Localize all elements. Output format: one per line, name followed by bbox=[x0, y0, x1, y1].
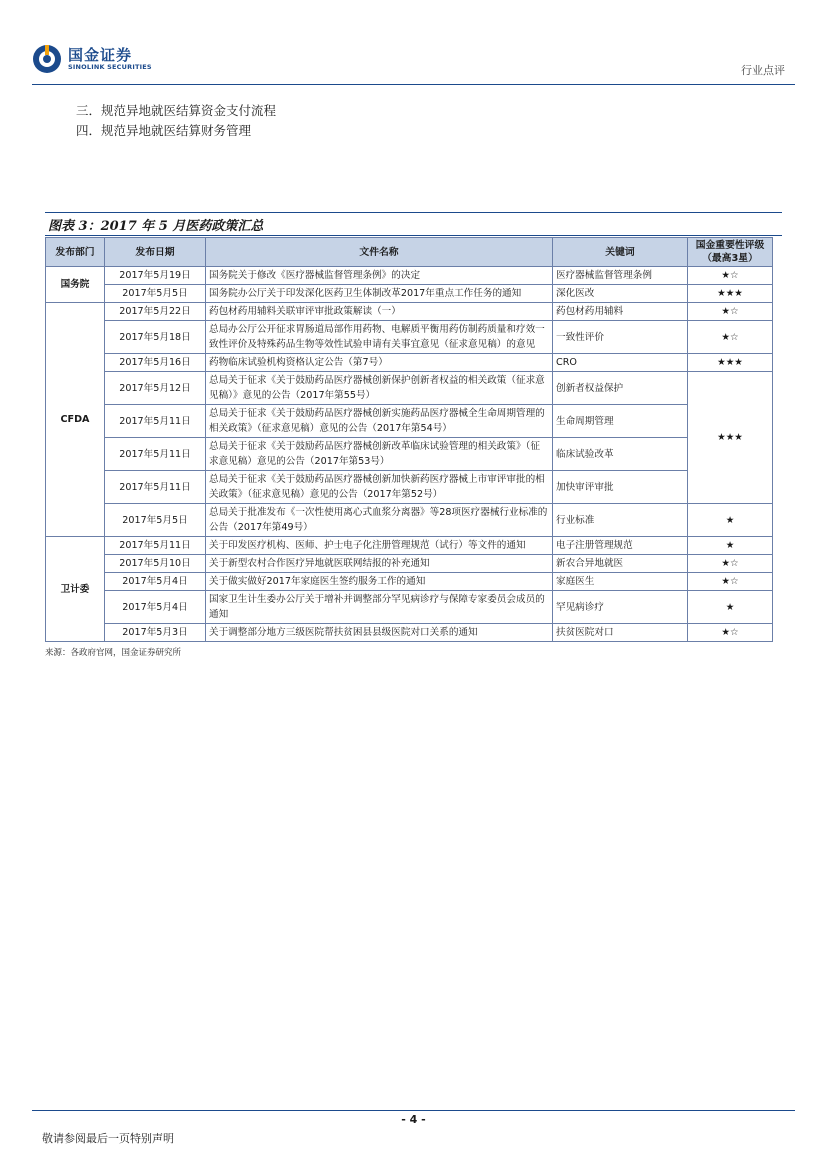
keyword-cell: 新农合异地就医 bbox=[553, 555, 688, 573]
table-row bbox=[46, 573, 773, 591]
rating-cell: ★★★ bbox=[688, 354, 773, 372]
col-header-dept: 发布部门 bbox=[46, 238, 105, 267]
date-cell: 2017年5月19日 bbox=[105, 267, 206, 285]
policy-table bbox=[45, 237, 773, 642]
table-row bbox=[46, 354, 773, 372]
table-row bbox=[46, 438, 773, 471]
dept-cell: 卫计委 bbox=[46, 537, 105, 642]
brand-name-en: SINOLINK SECURITIES bbox=[68, 62, 152, 71]
date-cell: 2017年5月11日 bbox=[105, 405, 206, 438]
keyword-cell: 罕见病诊疗 bbox=[553, 591, 688, 624]
rating-cell: ★☆ bbox=[688, 267, 773, 285]
rating-cell: ★★★ bbox=[688, 372, 773, 504]
title-cell: 国务院办公厅关于印发深化医药卫生体制改革2017年重点工作任务的通知 bbox=[206, 285, 553, 303]
table-row bbox=[46, 321, 773, 354]
rating-cell: ★★★ bbox=[688, 285, 773, 303]
title-cell: 关于调整部分地方三级医院帮扶贫困县县级医院对口关系的通知 bbox=[206, 624, 553, 642]
col-header-rating: 国金重要性评级（最高3星） bbox=[688, 238, 773, 267]
date-cell: 2017年5月4日 bbox=[105, 591, 206, 624]
toc-item: 四．规范异地就医结算财务管理 bbox=[76, 123, 252, 138]
keyword-cell: 药包材药用辅料 bbox=[553, 303, 688, 321]
table-header-row bbox=[46, 238, 773, 267]
title-cell: 总局办公厅公开征求胃肠道局部作用药物、电解质平衡用药仿制药质量和疗效一致性评价及特殊药品生物等效性试验申请有关事宜意见（征求意见稿）的意见 bbox=[206, 321, 553, 354]
figure-top-rule bbox=[45, 212, 782, 213]
toc-list bbox=[76, 101, 276, 141]
keyword-cell: 创新者权益保护 bbox=[553, 372, 688, 405]
rating-cell: ★ bbox=[688, 537, 773, 555]
keyword-cell: 临床试验改革 bbox=[553, 438, 688, 471]
keyword-cell: 家庭医生 bbox=[553, 573, 688, 591]
figure-title-rule bbox=[45, 235, 782, 236]
footer-divider bbox=[32, 1110, 795, 1111]
date-cell: 2017年5月12日 bbox=[105, 372, 206, 405]
title-cell: 国家卫生计生委办公厅关于增补并调整部分罕见病诊疗与保障专家委员会成员的通知 bbox=[206, 591, 553, 624]
rating-cell: ★☆ bbox=[688, 573, 773, 591]
table-row bbox=[46, 267, 773, 285]
title-cell: 关于印发医疗机构、医师、护士电子化注册管理规范（试行）等文件的通知 bbox=[206, 537, 553, 555]
keyword-cell: 深化医改 bbox=[553, 285, 688, 303]
date-cell: 2017年5月5日 bbox=[105, 504, 206, 537]
date-cell: 2017年5月4日 bbox=[105, 573, 206, 591]
keyword-cell: 生命周期管理 bbox=[553, 405, 688, 438]
figure-source: 来源：各政府官网，国金证券研究所 bbox=[45, 648, 182, 658]
rating-cell: ★☆ bbox=[688, 555, 773, 573]
title-cell: 总局关于征求《关于鼓励药品医疗器械创新实施药品医疗器械全生命周期管理的相关政策》（征求意见稿）意见的公告（2017年第54号） bbox=[206, 405, 553, 438]
rating-cell: ★ bbox=[688, 504, 773, 537]
table-row bbox=[46, 405, 773, 438]
table-row bbox=[46, 285, 773, 303]
dept-cell: 国务院 bbox=[46, 267, 105, 303]
title-cell: 总局关于批准发布《一次性使用离心式血浆分离器》等28项医疗器械行业标准的公告（2017年第49号） bbox=[206, 504, 553, 537]
keyword-cell: 加快审评审批 bbox=[553, 471, 688, 504]
col-header-date: 发布日期 bbox=[105, 238, 206, 267]
table-row bbox=[46, 537, 773, 555]
date-cell: 2017年5月18日 bbox=[105, 321, 206, 354]
date-cell: 2017年5月22日 bbox=[105, 303, 206, 321]
table-row bbox=[46, 303, 773, 321]
title-cell: 总局关于征求《关于鼓励药品医疗器械创新加快新药医疗器械上市审评审批的相关政策》（征求意见稿）意见的公告（2017年第52号） bbox=[206, 471, 553, 504]
title-cell: 关于新型农村合作医疗异地就医联网结报的补充通知 bbox=[206, 555, 553, 573]
table-row bbox=[46, 372, 773, 405]
date-cell: 2017年5月10日 bbox=[105, 555, 206, 573]
figure-title: 图表 3：2017 年 5 月医药政策汇总 bbox=[48, 219, 264, 234]
header-divider bbox=[32, 84, 795, 85]
rating-cell: ★☆ bbox=[688, 624, 773, 642]
date-cell: 2017年5月11日 bbox=[105, 471, 206, 504]
col-header-keyword: 关键词 bbox=[553, 238, 688, 267]
brand-logo bbox=[32, 44, 152, 74]
table-row bbox=[46, 471, 773, 504]
keyword-cell: 扶贫医院对口 bbox=[553, 624, 688, 642]
col-header-title: 文件名称 bbox=[206, 238, 553, 267]
keyword-cell: 行业标准 bbox=[553, 504, 688, 537]
brand-name-cn: 国金证券 bbox=[68, 45, 133, 64]
title-cell: 国务院关于修改《医疗器械监督管理条例》的决定 bbox=[206, 267, 553, 285]
footer-disclaimer: 敬请参阅最后一页特别声明 bbox=[42, 1132, 174, 1145]
date-cell: 2017年5月3日 bbox=[105, 624, 206, 642]
title-cell: 药包材药用辅料关联审评审批政策解读（一） bbox=[206, 303, 553, 321]
keyword-cell: 电子注册管理规范 bbox=[553, 537, 688, 555]
page-header bbox=[0, 0, 827, 85]
rating-cell: ★☆ bbox=[688, 321, 773, 354]
table-row bbox=[46, 591, 773, 624]
toc-item: 三．规范异地就医结算资金支付流程 bbox=[76, 103, 277, 118]
title-cell: 关于做实做好2017年家庭医生签约服务工作的通知 bbox=[206, 573, 553, 591]
sinolink-logo-icon bbox=[32, 44, 62, 74]
date-cell: 2017年5月11日 bbox=[105, 537, 206, 555]
title-cell: 药物临床试验机构资格认定公告（第7号） bbox=[206, 354, 553, 372]
keyword-cell: 一致性评价 bbox=[553, 321, 688, 354]
dept-cell: CFDA bbox=[46, 303, 105, 537]
page-number: - 4 - bbox=[401, 1113, 426, 1126]
date-cell: 2017年5月16日 bbox=[105, 354, 206, 372]
rating-cell: ★ bbox=[688, 591, 773, 624]
keyword-cell: CRO bbox=[553, 354, 688, 372]
date-cell: 2017年5月11日 bbox=[105, 438, 206, 471]
table-row bbox=[46, 624, 773, 642]
keyword-cell: 医疗器械监督管理条例 bbox=[553, 267, 688, 285]
report-type-label: 行业点评 bbox=[741, 64, 785, 77]
title-cell: 总局关于征求《关于鼓励药品医疗器械创新改革临床试验管理的相关政策》（征求意见稿）意见的公告（2017年第53号） bbox=[206, 438, 553, 471]
table-row bbox=[46, 555, 773, 573]
rating-cell: ★☆ bbox=[688, 303, 773, 321]
table-row bbox=[46, 504, 773, 537]
date-cell: 2017年5月5日 bbox=[105, 285, 206, 303]
title-cell: 总局关于征求《关于鼓励药品医疗器械创新保护创新者权益的相关政策（征求意见稿）》意见的公告（2017年第55号） bbox=[206, 372, 553, 405]
